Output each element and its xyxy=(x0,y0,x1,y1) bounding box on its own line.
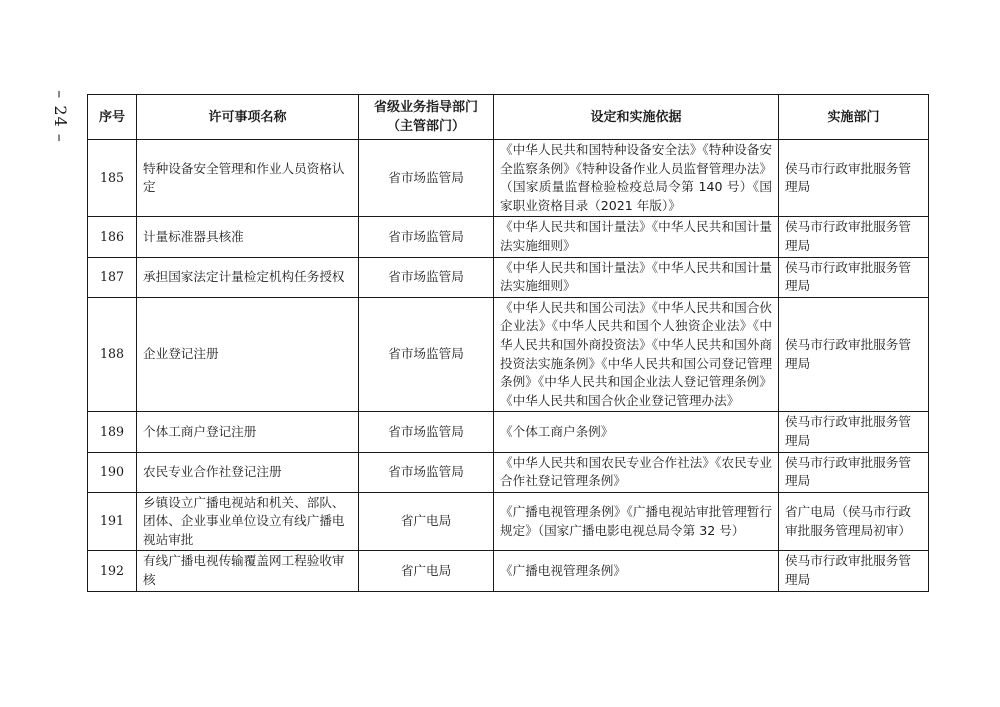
cell-basis: 《个体工商户条例》 xyxy=(494,412,779,452)
cell-dept: 省市场监管局 xyxy=(359,452,494,492)
table-row xyxy=(88,140,929,217)
cell-no: 189 xyxy=(88,412,137,452)
table-row xyxy=(88,452,929,492)
table-row xyxy=(88,551,929,591)
cell-impl: 侯马市行政审批服务管理局 xyxy=(779,452,929,492)
table-row xyxy=(88,492,929,551)
table-row xyxy=(88,297,929,412)
cell-impl: 侯马市行政审批服务管理局 xyxy=(779,412,929,452)
header-name: 许可事项名称 xyxy=(137,95,359,140)
cell-impl: 侯马市行政审批服务管理局 xyxy=(779,217,929,257)
table-row xyxy=(88,217,929,257)
cell-name: 乡镇设立广播电视站和机关、部队、团体、企业事业单位设立有线广播电视站审批 xyxy=(137,492,359,551)
cell-no: 188 xyxy=(88,297,137,412)
cell-basis: 《广播电视管理条例》《广播电视站审批管理暂行规定》（国家广播电影电视总局令第 32 号） xyxy=(494,492,779,551)
cell-basis: 《中华人民共和国公司法》《中华人民共和国合伙企业法》《中华人民共和国个人独资企业法》《中华人民共和国外商投资法》《中华人民共和国外商投资法实施条例》《中华人民共和国公司登记管理条例》《中华人民共和国企业法人登记管理条例》《中华人民共和国合伙企业登记管理办法》 xyxy=(494,297,779,412)
cell-name: 农民专业合作社登记注册 xyxy=(137,452,359,492)
cell-no: 185 xyxy=(88,140,137,217)
cell-name: 企业登记注册 xyxy=(137,297,359,412)
cell-no: 186 xyxy=(88,217,137,257)
header-dept: 省级业务指导部门（主管部门） xyxy=(359,95,494,140)
cell-impl: 侯马市行政审批服务管理局 xyxy=(779,297,929,412)
cell-dept: 省市场监管局 xyxy=(359,257,494,297)
cell-name: 个体工商户登记注册 xyxy=(137,412,359,452)
table-body xyxy=(88,140,929,592)
cell-impl: 侯马市行政审批服务管理局 xyxy=(779,257,929,297)
cell-basis: 《中华人民共和国计量法》《中华人民共和国计量法实施细则》 xyxy=(494,257,779,297)
cell-no: 190 xyxy=(88,452,137,492)
cell-dept: 省广电局 xyxy=(359,492,494,551)
cell-no: 187 xyxy=(88,257,137,297)
header-impl: 实施部门 xyxy=(779,95,929,140)
page-number xyxy=(50,86,70,146)
cell-basis: 《中华人民共和国农民专业合作社法》《农民专业合作社登记管理条例》 xyxy=(494,452,779,492)
cell-dept: 省市场监管局 xyxy=(359,217,494,257)
header-row xyxy=(88,95,929,140)
cell-dept: 省市场监管局 xyxy=(359,412,494,452)
table-header xyxy=(88,95,929,140)
cell-dept: 省市场监管局 xyxy=(359,297,494,412)
cell-basis: 《中华人民共和国特种设备安全法》《特种设备安全监察条例》《特种设备作业人员监督管理办法》（国家质量监督检验检疫总局令第 140 号）《国家职业资格目录（2021 年版）》 xyxy=(494,140,779,217)
cell-no: 192 xyxy=(88,551,137,591)
cell-name: 特种设备安全管理和作业人员资格认定 xyxy=(137,140,359,217)
header-basis: 设定和实施依据 xyxy=(494,95,779,140)
header-no: 序号 xyxy=(88,95,137,140)
page-number-text: – 24 – xyxy=(50,89,70,143)
cell-name: 有线广播电视传输覆盖网工程验收审核 xyxy=(137,551,359,591)
table-row xyxy=(88,257,929,297)
cell-impl: 省广电局（侯马市行政审批服务管理局初审） xyxy=(779,492,929,551)
permit-table xyxy=(87,94,929,592)
cell-basis: 《中华人民共和国计量法》《中华人民共和国计量法实施细则》 xyxy=(494,217,779,257)
table-row xyxy=(88,412,929,452)
cell-impl: 侯马市行政审批服务管理局 xyxy=(779,140,929,217)
cell-basis: 《广播电视管理条例》 xyxy=(494,551,779,591)
cell-name: 计量标准器具核准 xyxy=(137,217,359,257)
cell-impl: 侯马市行政审批服务管理局 xyxy=(779,551,929,591)
cell-dept: 省市场监管局 xyxy=(359,140,494,217)
cell-name: 承担国家法定计量检定机构任务授权 xyxy=(137,257,359,297)
cell-dept: 省广电局 xyxy=(359,551,494,591)
cell-no: 191 xyxy=(88,492,137,551)
